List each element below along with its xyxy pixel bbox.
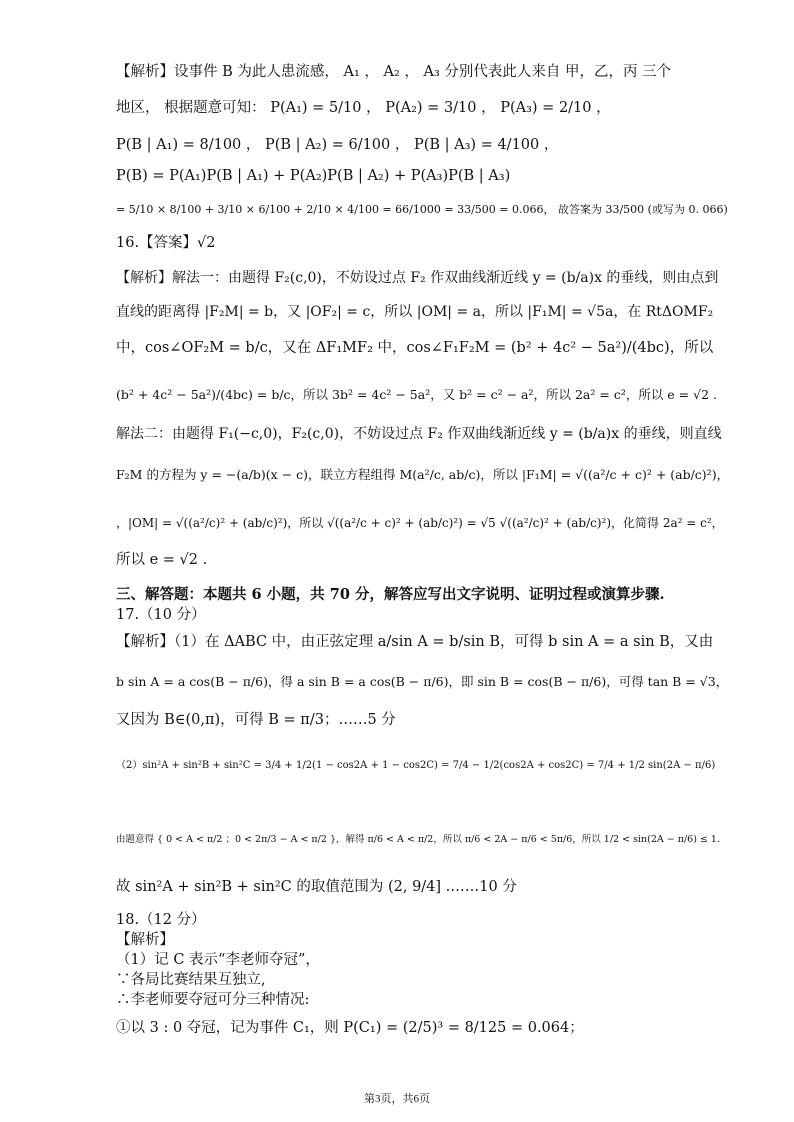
question-heading: 18.（12 分） xyxy=(116,912,206,928)
text-line: 所以 e = √2 . xyxy=(116,552,208,568)
text-line: ∵各局比赛结果互独立, xyxy=(116,972,266,988)
text-line: b sin A = a cos(B − π/6)，得 a sin B = a cos(B − π/6)，即 sin B = cos(B − π/6)，可得 tan B = √3， xyxy=(116,674,729,689)
text-line: ①以 3 : 0 夺冠，记为事件 C₁，则 P(C₁) = (2/5)³ = 8/125 = 0.064； xyxy=(116,1020,584,1036)
text-line: 【解析】解法一：由题得 F₂(c,0)，不妨设过点 F₂ 作双曲线渐近线 y = (b/a)x 的垂线，则由点到 xyxy=(116,270,719,286)
text-line: 地区， 根据题意可知： P(A₁) = 5/10 ， P(A₂) = 3/10 ， P(A₃) = 2/10 ， xyxy=(116,100,611,116)
text-line: 中，cos∠OF₂M = b/c，又在 ΔF₁MF₂ 中，cos∠F₁F₂M = (b² + 4c² − 5a²)/(4bc)，所以 xyxy=(116,340,714,356)
text-line: （2）sin²A + sin²B + sin²C = 3/4 + 1/2(1 − cos2A + 1 − cos2C) = 7/4 − 1/2(cos2A + cos2C) = 7/4 + 1/2 sin(2A − π/6) xyxy=(116,760,716,771)
text-line: 由题意得 { 0 < A < π/2 ；0 < 2π/3 − A < π/2 }，解得 π/6 < A < π/2，所以 π/6 < 2A − π/6 < 5π/6，所以 1/2 < sin(2A − π/6) ≤ 1. xyxy=(116,834,720,845)
answer-heading: 16.【答案】√2 xyxy=(116,235,216,251)
text-line: 【解析】设事件 B 为此人患流感， A₁ ， A₂ ， A₃ 分别代表此人来自 甲，乙，丙 三个 xyxy=(116,64,672,80)
text-line: P(B | A₁) = 8/100 ， P(B | A₂) = 6/100 ， P(B | A₃) = 4/100 ， xyxy=(116,137,559,153)
text-line: 又因为 B∈(0,π)，可得 B = π/3；……5 分 xyxy=(116,712,396,728)
section-heading: 三、解答题：本题共 6 小题，共 70 分，解答应写出文字说明、证明过程或演算步骤. xyxy=(116,586,665,603)
text-line: 解法二：由题得 F₁(−c,0)，F₂(c,0)，不妨设过点 F₂ 作双曲线渐近线 y = (b/a)x 的垂线，则直线 xyxy=(116,426,722,442)
text-line: (b² + 4c² − 5a²)/(4bc) = b/c，所以 3b² = 4c² − 5a²，又 b² = c² − a²，所以 2a² = c²，所以 e = √2 . xyxy=(116,387,717,402)
text-line: 直线的距离得 |F₂M| = b，又 |OF₂| = c，所以 |OM| = a，所以 |F₁M| = √5a，在 RtΔOMF₂ xyxy=(116,304,714,320)
text-line: = 5/10 × 8/100 + 3/10 × 6/100 + 2/10 × 4/100 = 66/1000 = 33/500 = 0.066， 故答案为 33/500 (或写为 0. 066) xyxy=(116,203,728,216)
question-heading: 17.（10 分） xyxy=(116,607,206,623)
text-line: P(B) = P(A₁)P(B | A₁) + P(A₂)P(B | A₂) + P(A₃)P(B | A₃) xyxy=(116,168,511,184)
text-line: （1）记 C 表示“李老师夺冠”， xyxy=(116,952,320,968)
page-footer: 第3页，共6页 xyxy=(364,1093,430,1105)
text-line: 【解析】（1）在 ΔABC 中，由正弦定理 a/sin A = b/sin B，可得 b sin A = a sin B，又由 xyxy=(116,634,714,650)
text-line: 故 sin²A + sin²B + sin²C 的取值范围为 (2, 9/4] .……10 分 xyxy=(116,879,517,895)
text-line: ∴李老师要夺冠可分三种情况: xyxy=(116,992,310,1008)
text-line: 【解析】 xyxy=(116,932,174,948)
text-line: F₂M 的方程为 y = −(a/b)(x − c)，联立方程组得 M(a²/c, ab/c)，所以 |F₁M| = √((a²/c + c)² + (ab/c)²)， xyxy=(116,467,730,482)
text-line: ，|OM| = √((a²/c)² + (ab/c)²)，所以 √((a²/c + c)² + (ab/c)²) = √5 √((a²/c)² + (ab/c)²)，化简得 2a² = c²， xyxy=(116,516,724,530)
